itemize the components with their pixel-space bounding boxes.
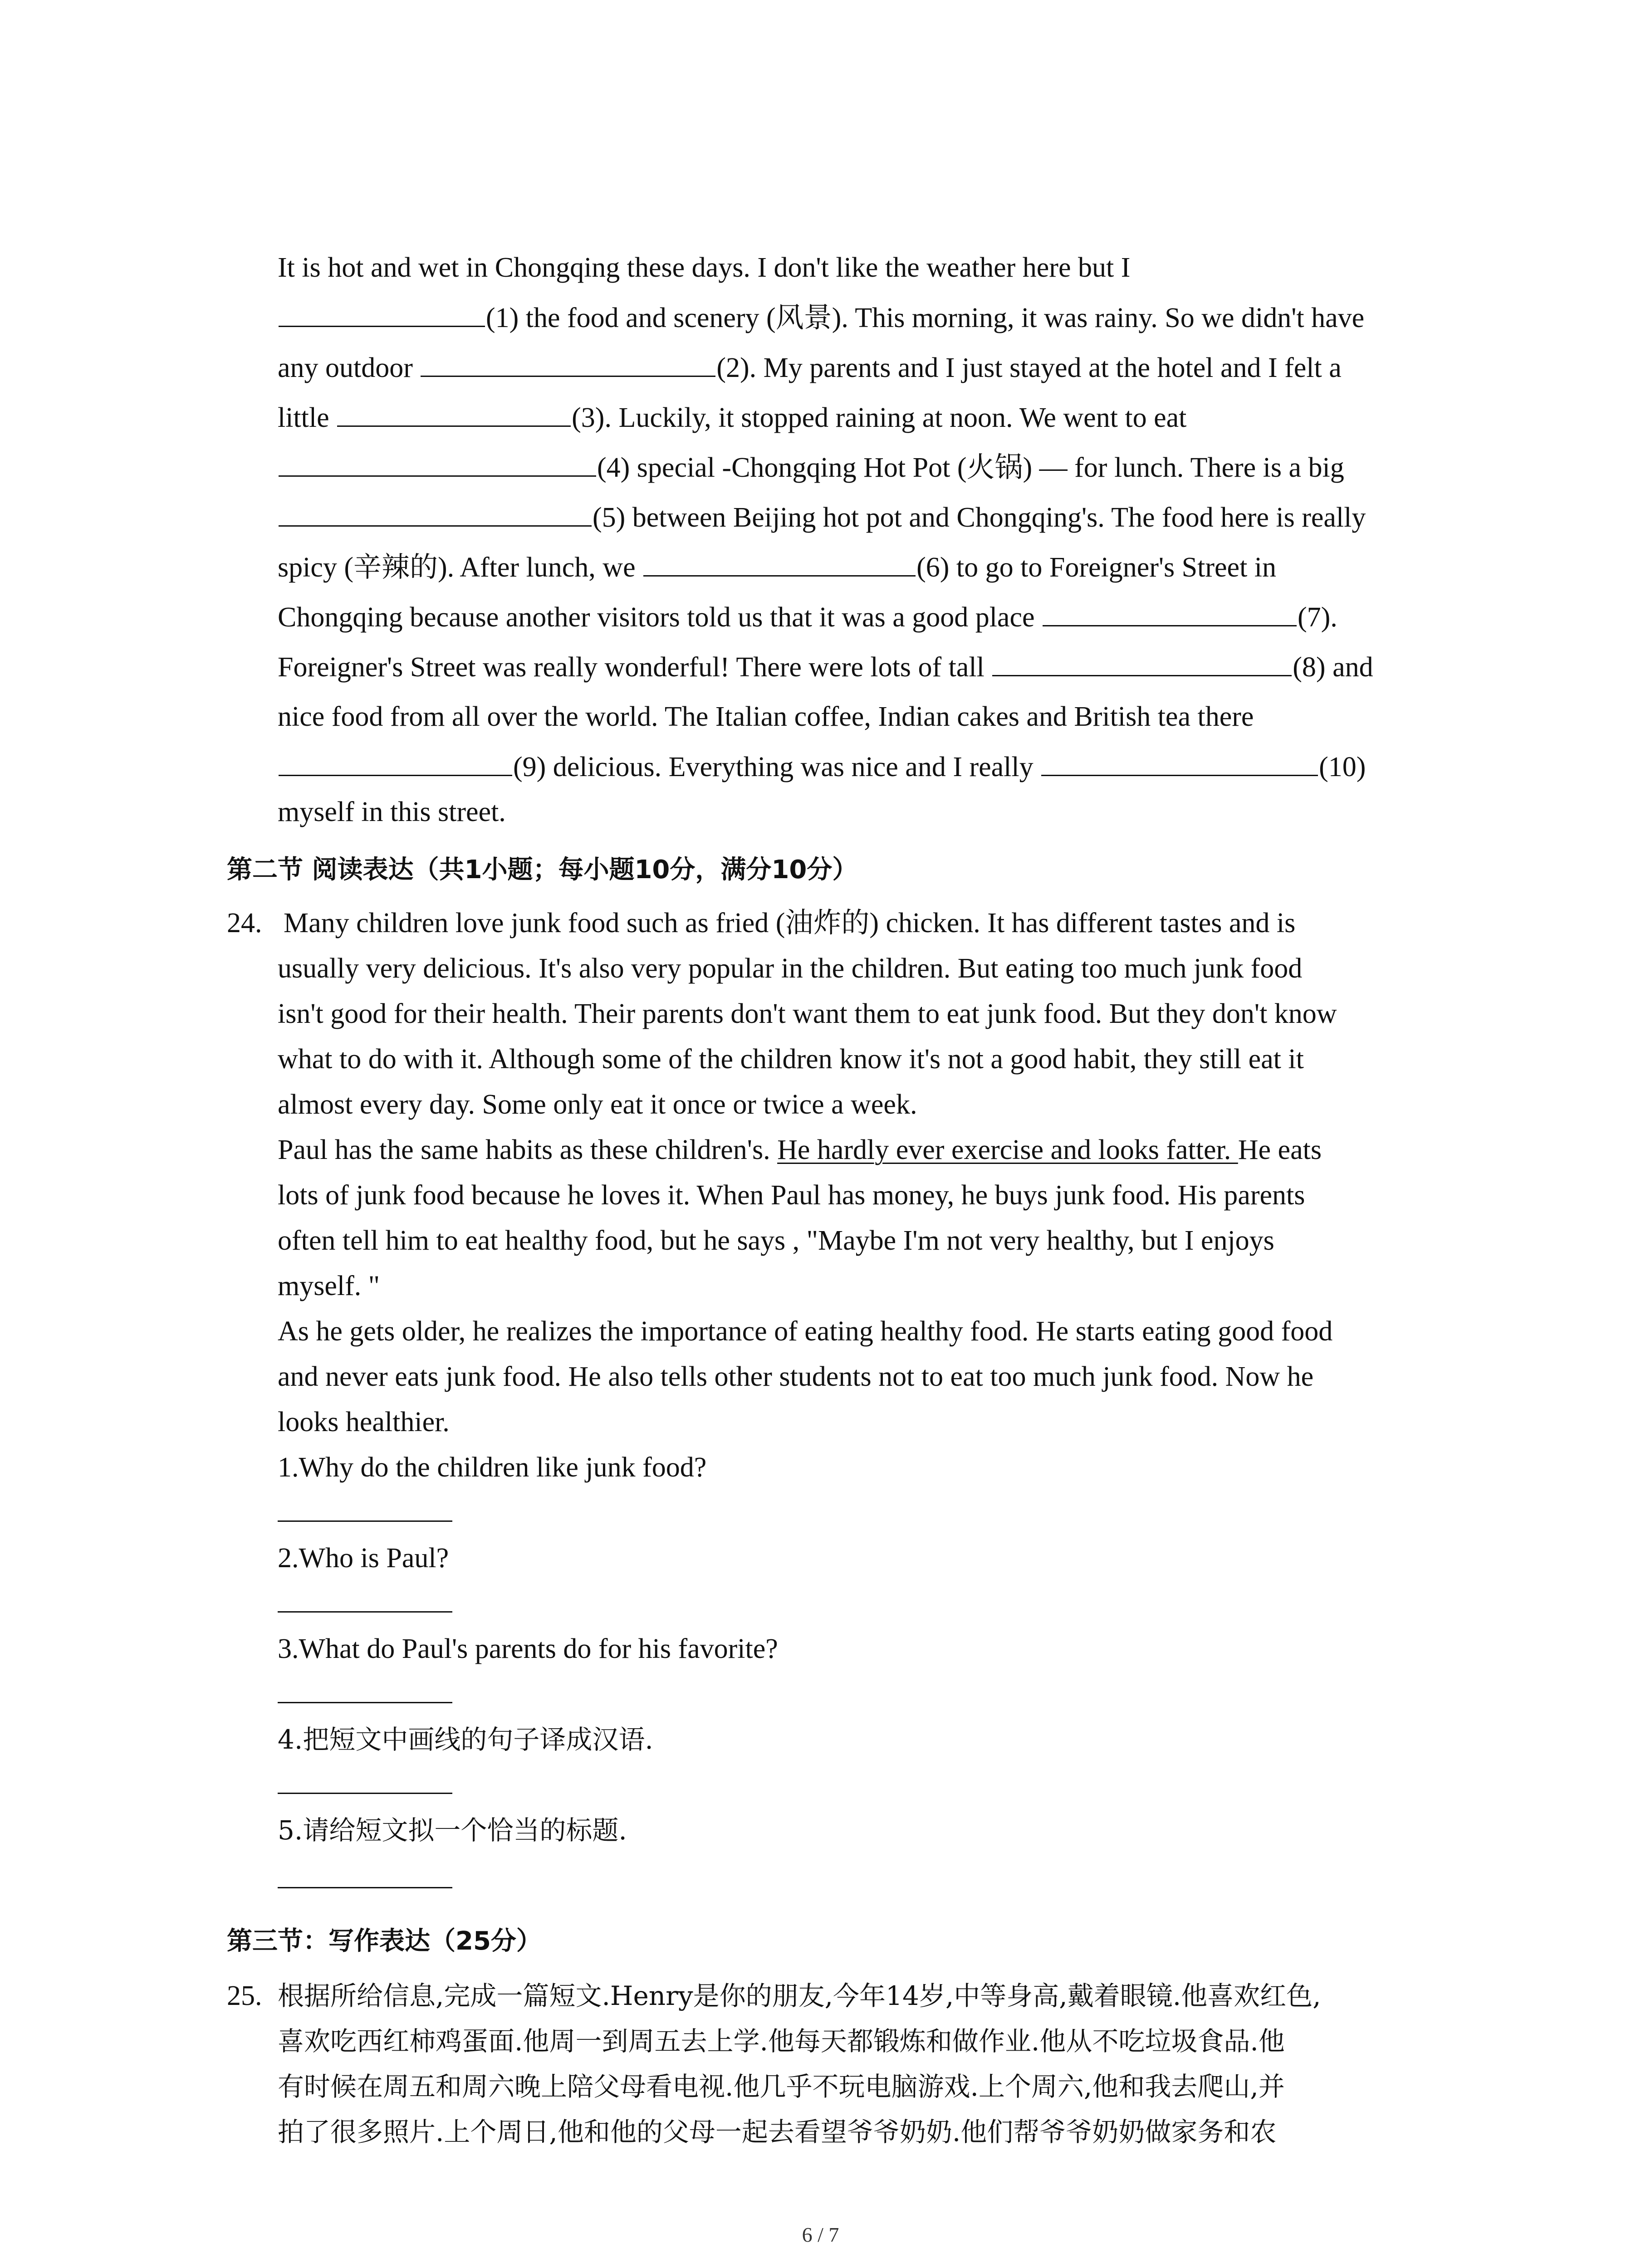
passage-line: what to do with it. Although some of the children know it's not a good habit, they still eat it	[278, 1044, 1304, 1075]
cloze-text: (8) and	[1293, 652, 1373, 683]
passage-line: myself. "	[278, 1271, 380, 1301]
passage-line: looks healthier.	[278, 1407, 450, 1437]
passage-line: As he gets older, he realizes the importance of eating healthy food. He starts eating good food	[278, 1316, 1333, 1347]
blank-1[interactable]	[279, 299, 485, 327]
question-number: 24.	[227, 908, 262, 938]
cloze-text: It is hot and wet in Chongqing these days. I don't like the weather here but I	[278, 252, 1131, 283]
cloze-line-11	[278, 748, 1366, 785]
page-number: 6 / 7	[802, 2223, 839, 2246]
cloze-line-5	[278, 449, 1344, 485]
cloze-line-8	[278, 599, 1337, 635]
cloze-line-4	[278, 399, 1186, 435]
cloze-text: myself in this street.	[278, 797, 506, 827]
answer-line-2[interactable]	[278, 1611, 452, 1613]
blank-2[interactable]	[421, 349, 715, 377]
cloze-text: (3). Luckily, it stopped raining at noon. We went to eat	[572, 402, 1187, 433]
cloze-line-7	[278, 549, 1276, 585]
passage-line: often tell him to eat healthy food, but he says , "Maybe I'm not very healthy, but I enjoys	[278, 1225, 1274, 1256]
question-3: 3.What do Paul's parents do for his favorite?	[278, 1633, 778, 1664]
question-1: 1.Why do the children like junk food?	[278, 1452, 707, 1483]
cloze-text: (1) the food and scenery (风景). This morning, it was rainy. So we didn't have	[486, 303, 1365, 333]
writing-prompt-line: 喜欢吃西红柿鸡蛋面.他周一到周五去上学.他每天都锻炼和做作业.他从不吃垃圾食品.他	[278, 2026, 1285, 2057]
cloze-line-9	[278, 649, 1373, 685]
cloze-text: (10)	[1319, 752, 1366, 782]
cloze-text: Chongqing because another visitors told us that it was a good place	[278, 602, 1035, 633]
passage-text: Paul has the same habits as these children's.	[278, 1134, 778, 1165]
writing-prompt-line: 拍了很多照片.上个周日,他和他的父母一起去看望爷爷奶奶.他们帮爷爷奶奶做家务和农	[278, 2116, 1277, 2147]
blank-9[interactable]	[279, 748, 512, 776]
passage-line: Many children love junk food such as fried (油炸的) chicken. It has different tastes and is	[284, 908, 1296, 938]
answer-line-4[interactable]	[278, 1793, 452, 1794]
passage-text: He eats	[1238, 1134, 1322, 1165]
blank-7[interactable]	[1043, 599, 1297, 626]
question-number: 25.	[227, 1980, 262, 2011]
blank-10[interactable]	[1041, 748, 1318, 776]
section-heading: 第三节：写作表达（25分）	[227, 1926, 542, 1956]
blank-8[interactable]	[992, 649, 1292, 676]
writing-prompt-line: 有时候在周五和周六晚上陪父母看电视.他几乎不玩电脑游戏.上个周六,他和我去爬山,并	[278, 2071, 1285, 2102]
passage-line: and never eats junk food. He also tells other students not to eat too much junk food. Now he	[278, 1361, 1314, 1392]
blank-6[interactable]	[643, 549, 916, 577]
cloze-text: nice food from all over the world. The Italian coffee, Indian cakes and British tea there	[278, 701, 1254, 732]
passage-line: lots of junk food because he loves it. When Paul has money, he buys junk food. His parents	[278, 1180, 1305, 1211]
cloze-text: (6) to go to Foreigner's Street in	[916, 552, 1277, 583]
cloze-text: Foreigner's Street was really wonderful! There were lots of tall	[278, 652, 985, 683]
cloze-text: (2). My parents and I just stayed at the hotel and I felt a	[716, 352, 1342, 383]
question-5: 5.请给短文拟一个恰当的标题.	[278, 1815, 627, 1846]
answer-line-3[interactable]	[278, 1702, 452, 1703]
passage-line: isn't good for their health. Their parents don't want them to eat junk food. But they don't know	[278, 998, 1337, 1029]
cloze-text: any outdoor	[278, 352, 413, 383]
cloze-line-1	[278, 249, 1130, 286]
underlined-sentence: He hardly ever exercise and looks fatter.	[777, 1134, 1238, 1165]
answer-line-5[interactable]	[278, 1887, 452, 1888]
cloze-line-10	[278, 699, 1254, 735]
cloze-text: (4) special -Chongqing Hot Pot (火锅) — for lunch. There is a big	[597, 452, 1344, 483]
passage-line	[278, 1132, 1322, 1168]
cloze-text: little	[278, 402, 329, 433]
passage-line: almost every day. Some only eat it once or twice a week.	[278, 1089, 917, 1120]
cloze-line-2	[278, 299, 1364, 336]
cloze-line-3	[278, 349, 1342, 386]
blank-3[interactable]	[337, 399, 571, 427]
cloze-text: spicy (辛辣的). After lunch, we	[278, 552, 636, 583]
cloze-line-6	[278, 499, 1366, 535]
writing-prompt-line: 根据所给信息,完成一篇短文.Henry是你的朋友,今年14岁,中等身高,戴着眼镜.他喜欢红色,	[278, 1980, 1321, 2011]
cloze-text: (5) between Beijing hot pot and Chongqing's. The food here is really	[593, 502, 1366, 533]
question-2: 2.Who is Paul?	[278, 1543, 449, 1574]
blank-5[interactable]	[279, 499, 592, 527]
question-4: 4.把短文中画线的句子译成汉语.	[278, 1724, 653, 1755]
cloze-text: (9) delicious. Everything was nice and I really	[513, 752, 1034, 782]
section-heading: 第二节 阅读表达（共1小题；每小题10分，满分10分）	[227, 855, 858, 885]
blank-4[interactable]	[279, 449, 596, 477]
passage-line: usually very delicious. It's also very popular in the children. But eating too much junk food	[278, 953, 1303, 984]
answer-line-1[interactable]	[278, 1520, 452, 1522]
cloze-text: (7).	[1298, 602, 1337, 633]
cloze-line-12	[278, 794, 506, 830]
